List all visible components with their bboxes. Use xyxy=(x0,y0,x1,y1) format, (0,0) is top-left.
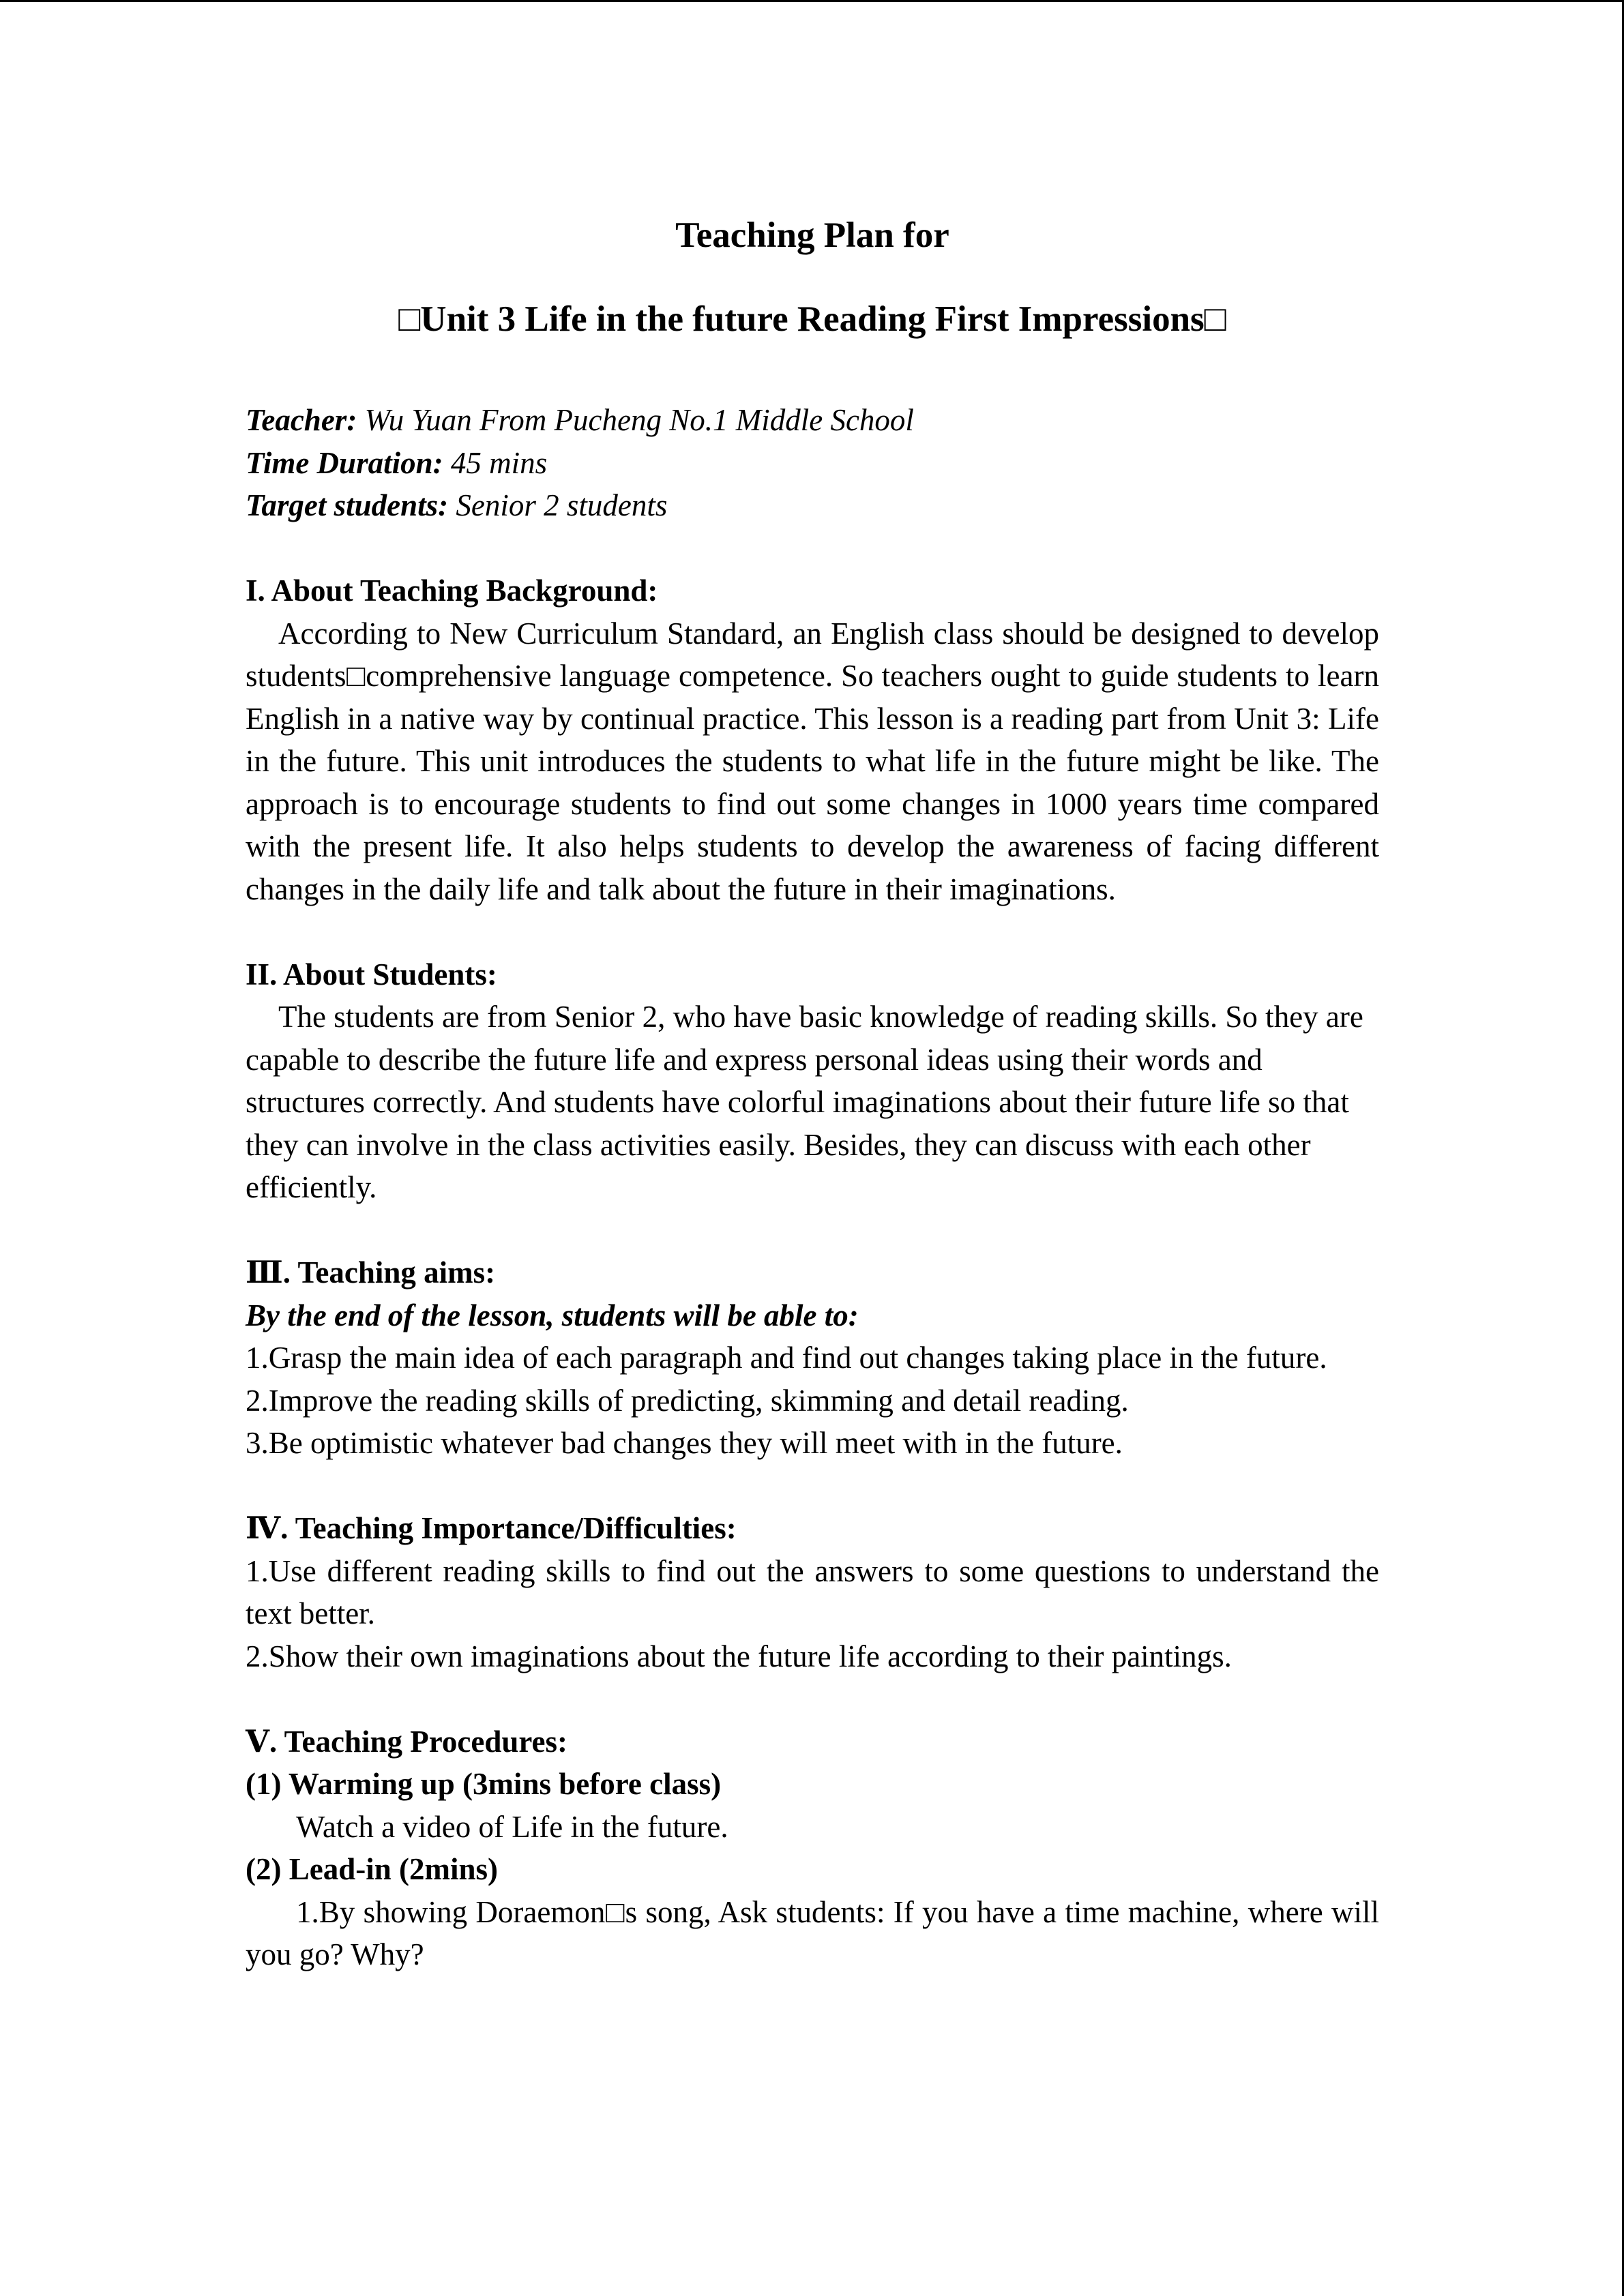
spacer xyxy=(246,1209,1379,1252)
section2-heading: II. About Students: xyxy=(246,957,497,992)
page-border-top xyxy=(0,0,1624,2)
spacer xyxy=(246,1465,1379,1508)
document-body xyxy=(246,211,1379,1976)
target-value: Senior 2 students xyxy=(448,488,668,522)
difficulty-item-1: 1.Use different reading skills to find out the answers to some questions to understand the text better. xyxy=(246,1553,1379,1630)
duration-line xyxy=(246,442,1379,485)
section4-heading: Ⅳ. Teaching Importance/Difficulties: xyxy=(246,1511,737,1545)
spacer xyxy=(246,1678,1379,1720)
section1-heading: I. About Teaching Background: xyxy=(246,573,658,608)
teacher-label: Teacher: xyxy=(246,403,357,437)
aim-item-1: 1.Grasp the main idea of each paragraph and find out changes taking place in the future. xyxy=(246,1341,1327,1375)
document-title-line1: Teaching Plan for xyxy=(675,215,949,255)
spacer xyxy=(246,910,1379,953)
section5-heading: Ⅴ. Teaching Procedures: xyxy=(246,1724,568,1759)
section3-heading: Ⅲ. Teaching aims: xyxy=(246,1255,496,1289)
teacher-line xyxy=(246,399,1379,442)
section2-body: The students are from Senior 2, who have basic knowledge of reading skills. So they are capable to describe the future life and express personal ideas using their words and structures correctly. And students have colorful imaginations about their future life so that they can involve in the class activities easily. Besides, they can discuss with each other efficiently. xyxy=(246,1000,1363,1204)
step1-heading: (1) Warming up (3mins before class) xyxy=(246,1767,722,1801)
difficulty-item-2: 2.Show their own imaginations about the future life according to their paintings. xyxy=(246,1639,1232,1673)
document-title-line2: □Unit 3 Life in the future Reading First Impressions□ xyxy=(398,299,1226,339)
spacer xyxy=(246,527,1379,570)
step2-heading: (2) Lead-in (2mins) xyxy=(246,1852,498,1886)
step2-body: 1.By showing Doraemon□s song, Ask students: If you have a time machine, where will you go? Why? xyxy=(246,1894,1379,1971)
teacher-value: Wu Yuan From Pucheng No.1 Middle School xyxy=(357,403,914,437)
section3-subheading: By the end of the lesson, students will be able to: xyxy=(246,1298,859,1332)
step1-body: Watch a video of Life in the future. xyxy=(296,1809,728,1844)
section1-body: According to New Curriculum Standard, an English class should be designed to develop students□comprehensive language competence. So teachers ought to guide students to learn English in a native way by continual practice. This lesson is a reading part from Unit 3: Life in the future. This unit introduces the students to what life in the future might be like. The approach is to encourage students to find out some changes in 1000 years time compared with the present life. It also helps students to develop the awareness of facing different changes in the daily life and talk about the future in their imaginations. xyxy=(246,616,1379,906)
aim-item-2: 2.Improve the reading skills of predicting, skimming and detail reading. xyxy=(246,1383,1129,1418)
duration-value: 45 mins xyxy=(443,445,548,480)
aim-item-3: 3.Be optimistic whatever bad changes they will meet with in the future. xyxy=(246,1426,1123,1460)
duration-label: Time Duration: xyxy=(246,445,443,480)
target-label: Target students: xyxy=(246,488,449,522)
target-line xyxy=(246,484,1379,527)
